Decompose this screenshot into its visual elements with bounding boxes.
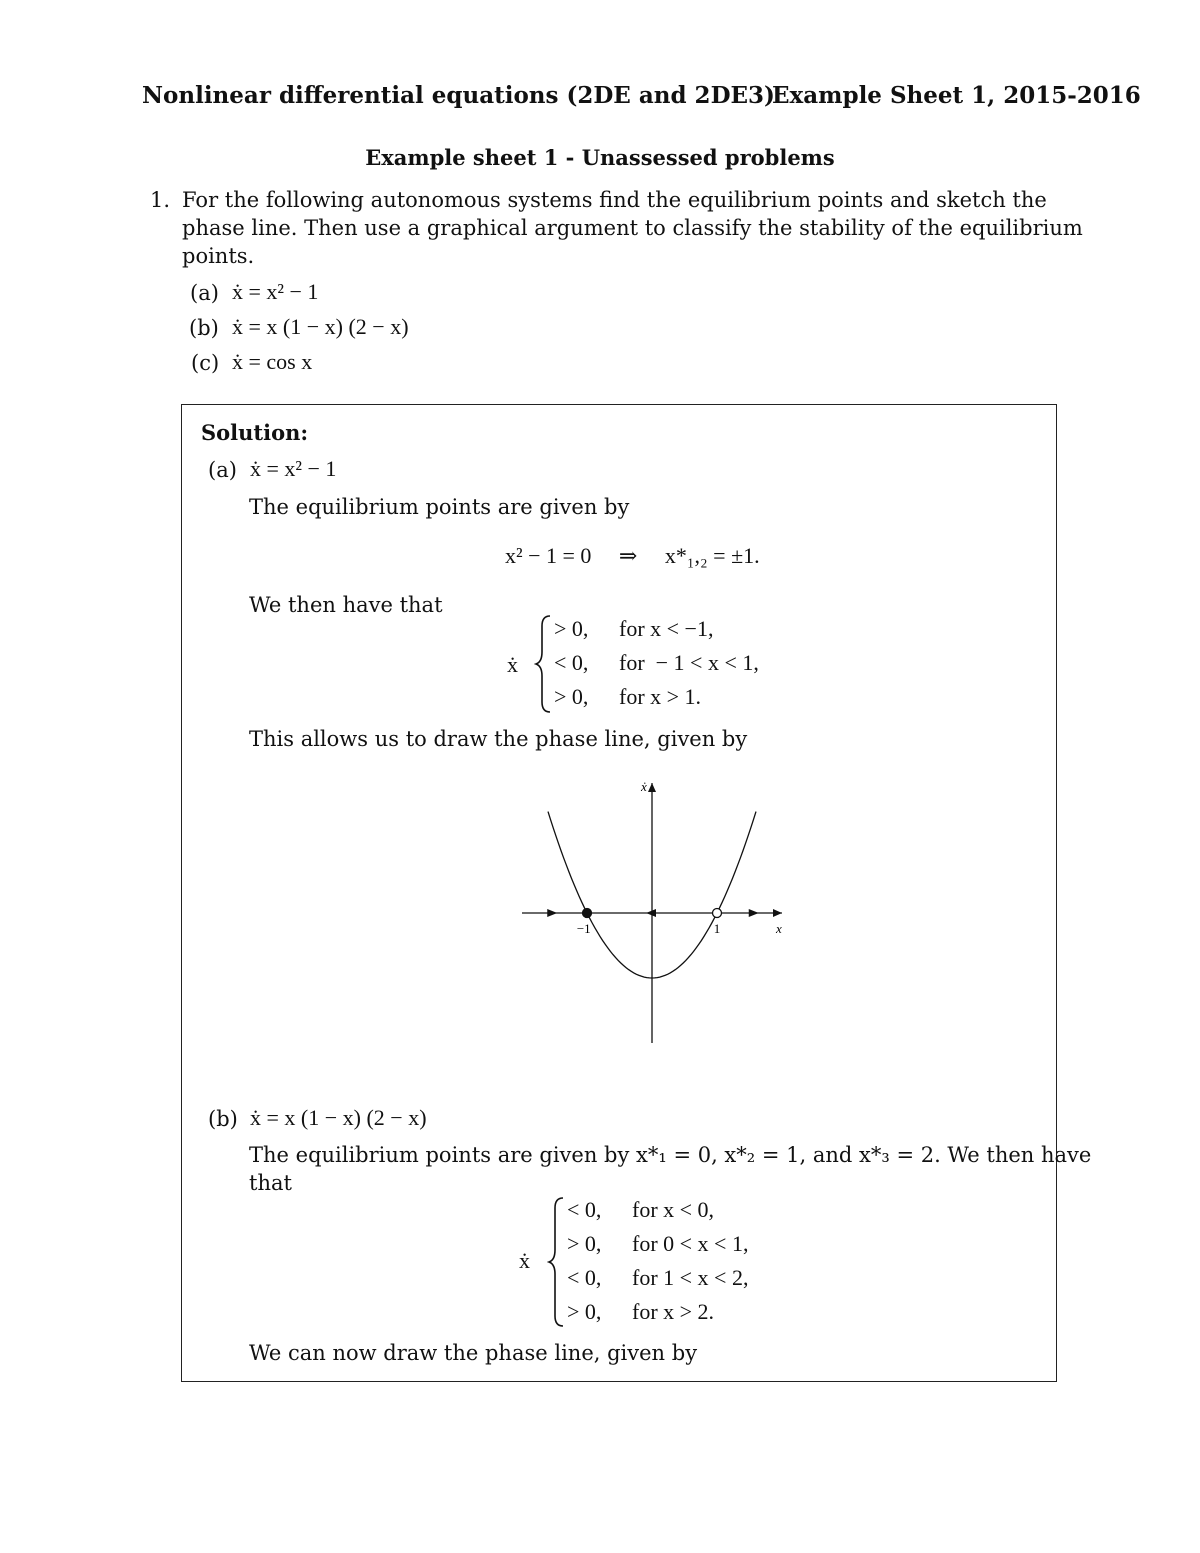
solution-a-display-equation: x² − 1 = 0 ⇒ x*₁,₂ = ±1. <box>505 543 760 568</box>
y-axis-arrowhead <box>648 783 656 792</box>
problem-text-line1: For the following autonomous systems find the equilibrium points and sketch the <box>182 188 1047 212</box>
phase-line-plot <box>510 775 800 1050</box>
solution-a-then: We then have that <box>249 593 443 617</box>
solution-b-intro-line2: that <box>249 1171 292 1195</box>
problem-text-line3: points. <box>182 244 255 268</box>
equilibrium-point-1-stable <box>583 909 592 918</box>
solution-b-draw: We can now draw the phase line, given by <box>249 1341 698 1365</box>
case-b-2-cond: for 0 < x < 1, <box>632 1231 749 1256</box>
solution-b-label: (b) <box>208 1107 238 1131</box>
problem-text-line2: phase line. Then use a graphical argument to classify the stability of the equilibrium <box>182 216 1083 240</box>
case-b-3-sign: < 0, <box>567 1265 602 1290</box>
case-a-3-cond: for x > 1. <box>619 684 702 709</box>
x-axis-label: x <box>776 921 782 936</box>
solution-b-equation: ẋ = x (1 − x) (2 − x) <box>250 1105 427 1130</box>
header-left: Nonlinear differential equations (2DE and 2DE3) <box>142 82 775 109</box>
equilibrium-point-2-unstable <box>713 909 722 918</box>
solution-b-intro-line1: The equilibrium points are given by x*₁ = 0, x*₂ = 1, and x*₃ = 2. We then have <box>249 1143 1092 1167</box>
solution-a-intro: The equilibrium points are given by <box>249 495 630 519</box>
case-b-1-cond: for x < 0, <box>632 1197 715 1222</box>
part-c-equation: ẋ = cos x <box>232 349 313 374</box>
part-b-label: (b) <box>189 316 219 340</box>
solution-a-label: (a) <box>208 458 237 482</box>
problem-number: 1. <box>150 188 171 212</box>
solution-a-xdot: ẋ <box>507 652 518 677</box>
tick-label-2: 1 <box>713 921 721 936</box>
case-b-4-sign: > 0, <box>567 1299 602 1324</box>
case-a-2-sign: < 0, <box>554 650 589 675</box>
solution-a-draw: This allows us to draw the phase line, given by <box>249 727 748 751</box>
case-b-4-cond: for x > 2. <box>632 1299 715 1324</box>
flow-arrow-3 <box>749 909 759 917</box>
case-a-2-cond: for − 1 < x < 1, <box>619 650 759 675</box>
header-right: Example Sheet 1, 2015-2016 <box>772 82 1141 109</box>
case-b-1-sign: < 0, <box>567 1197 602 1222</box>
flow-arrow-1 <box>547 909 557 917</box>
part-b-equation: ẋ = x (1 − x) (2 − x) <box>232 314 409 339</box>
x-axis-arrowhead <box>773 909 782 917</box>
case-a-1-cond: for x < −1, <box>619 616 714 641</box>
solution-b-brace <box>547 1196 567 1328</box>
part-a-label: (a) <box>190 281 219 305</box>
case-b-3-cond: for 1 < x < 2, <box>632 1265 749 1290</box>
case-a-1-sign: > 0, <box>554 616 589 641</box>
y-axis-label: ẋ <box>641 779 647 794</box>
page-title: Example sheet 1 - Unassessed problems <box>365 145 835 170</box>
solution-a-equation: ẋ = x² − 1 <box>250 456 337 481</box>
flow-arrow-2 <box>646 909 656 917</box>
case-a-3-sign: > 0, <box>554 684 589 709</box>
solution-heading: Solution: <box>201 420 309 445</box>
case-b-2-sign: > 0, <box>567 1231 602 1256</box>
solution-b-xdot: ẋ <box>519 1248 530 1273</box>
part-c-label: (c) <box>191 351 220 375</box>
part-a-equation: ẋ = x² − 1 <box>232 279 319 304</box>
tick-label-1: −1 <box>576 921 591 936</box>
solution-a-brace <box>534 614 554 714</box>
